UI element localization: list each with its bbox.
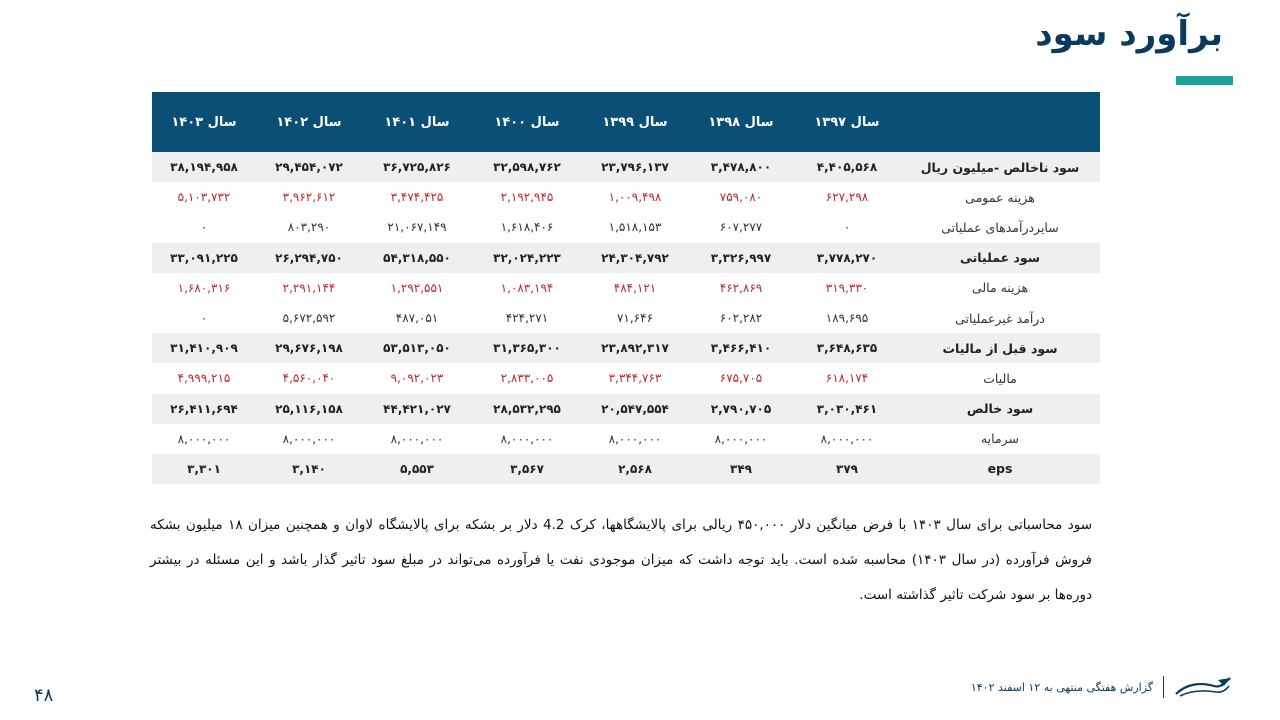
header-cell-1403: سال ۱۴۰۳ (152, 92, 256, 152)
table-row (152, 333, 1100, 363)
table-cell: ۷۵۹,۰۸۰ (719, 190, 763, 205)
row-label: سود عملیاتی (900, 243, 1100, 273)
table-row (152, 182, 1100, 212)
table-cell: ۰ (794, 212, 900, 242)
table-cell: ۲,۷۹۰,۷۰۵ (688, 394, 794, 424)
table-cell: ۸,۰۰۰,۰۰۰ (688, 424, 794, 454)
table-cell: ۴۴,۴۲۱,۰۲۷ (362, 394, 472, 424)
table-cell: ۶۱۸,۱۷۴ (825, 371, 869, 386)
table-cell: ۰ (152, 303, 256, 333)
table-cell: ۳,۳۰۱ (152, 454, 256, 484)
company-logo-icon (1174, 674, 1232, 700)
table-cell: ۳,۳۲۶,۹۹۷ (688, 243, 794, 273)
table-cell: ۳۲,۵۹۸,۷۶۲ (472, 152, 582, 182)
profit-estimate-table (152, 92, 1100, 484)
table-cell: ۱,۵۱۸,۱۵۳ (582, 212, 688, 242)
table-cell: ۸,۰۰۰,۰۰۰ (794, 424, 900, 454)
row-label: سود ناخالص -میلیون ریال (900, 152, 1100, 182)
table-cell: ۳,۳۴۴,۷۶۳ (608, 371, 662, 386)
table-cell: ۸,۰۰۰,۰۰۰ (256, 424, 362, 454)
row-label: eps (900, 454, 1100, 484)
table-cell: ۲۸,۵۳۲,۲۹۵ (472, 394, 582, 424)
table-cell: ۳,۴۷۸,۸۰۰ (688, 152, 794, 182)
table-row (152, 152, 1100, 182)
table-cell: ۳,۶۴۸,۶۳۵ (794, 333, 900, 363)
table-cell: ۳,۰۳۰,۴۶۱ (794, 394, 900, 424)
table-cell: ۳۱۹,۳۳۰ (825, 280, 869, 295)
table-cell: ۱۸۹,۶۹۵ (794, 303, 900, 333)
table-cell: ۲۶,۲۹۴,۷۵۰ (256, 243, 362, 273)
table-row (152, 363, 1100, 393)
table-cell: ۹,۰۹۲,۰۲۳ (390, 371, 444, 386)
table-cell: ۱,۶۱۸,۴۰۶ (472, 212, 582, 242)
row-label: سود قبل از مالیات (900, 333, 1100, 363)
table-cell: ۴,۴۰۵,۵۶۸ (794, 152, 900, 182)
table-cell: ۴۸۴,۱۲۱ (613, 280, 657, 295)
table-cell: ۳,۵۶۷ (472, 454, 582, 484)
table-cell: ۱,۶۸۰,۳۱۶ (177, 280, 231, 295)
page-number: ۴۸ (34, 685, 54, 706)
table-cell: ۳,۱۴۰ (256, 454, 362, 484)
row-label: درآمد غیرعملیاتی (900, 303, 1100, 333)
table-cell: ۲,۵۶۸ (582, 454, 688, 484)
table-cell: ۱,۰۸۳,۱۹۴ (500, 280, 554, 295)
table-cell: ۴۶۲,۸۶۹ (719, 280, 763, 295)
table-cell: ۸,۰۰۰,۰۰۰ (362, 424, 472, 454)
table-cell: ۳۴۹ (688, 454, 794, 484)
table-cell: ۳,۴۶۶,۴۱۰ (688, 333, 794, 363)
table-cell: ۸,۰۰۰,۰۰۰ (582, 424, 688, 454)
table-cell: ۲۱,۰۶۷,۱۴۹ (362, 212, 472, 242)
table-cell: ۲۳,۸۹۲,۳۱۷ (582, 333, 688, 363)
table-cell: ۱,۰۰۹,۴۹۸ (608, 190, 662, 205)
table-cell: ۲۴,۳۰۴,۷۹۲ (582, 243, 688, 273)
header-cell-1400: سال ۱۴۰۰ (472, 92, 582, 152)
table-cell: ۵۴,۳۱۸,۵۵۰ (362, 243, 472, 273)
table-cell: ۲,۸۳۳,۰۰۵ (500, 371, 554, 386)
table-cell: ۴,۵۶۰,۰۴۰ (282, 371, 336, 386)
table-cell: ۴۸۷,۰۵۱ (362, 303, 472, 333)
table-cell: ۴,۹۹۹,۲۱۵ (177, 371, 231, 386)
table-cell: ۷۱,۶۴۶ (582, 303, 688, 333)
row-label: سود خالص (900, 394, 1100, 424)
table-cell: ۲,۲۹۱,۱۴۴ (282, 280, 336, 295)
table-cell: ۲۹,۴۵۴,۰۷۲ (256, 152, 362, 182)
table-cell: ۸۰۳,۲۹۰ (256, 212, 362, 242)
table-cell: ۳,۹۶۲,۶۱۲ (282, 190, 336, 205)
table-cell: ۲۰,۵۴۷,۵۵۴ (582, 394, 688, 424)
note-paragraph: سود محاسباتی برای سال ۱۴۰۳ با فرض میانگین دلار ۴۵۰,۰۰۰ ریالی برای پالایشگاهها، کرک 4.2 دلار بر بشکه برای پالایشگاه لاوان و همچنین میزان ۱۸ میلیون بشکه فروش فرآورده (در سال ۱۴۰۳) محاسبه شده است. باید توجه داشت که میزان موجودی نفت یا فرآورده می‌تواند در مبلغ سود تاثیر گذار باشد و این مسئله در بیشتر دوره‌ها بر سود شرکت تاثیر گذاشته است. (150, 517, 1093, 603)
table-cell: ۵,۵۵۳ (362, 454, 472, 484)
header-cell-1401: سال ۱۴۰۱ (362, 92, 472, 152)
title-accent-bar (1176, 76, 1233, 85)
table-cell: ۳۳,۰۹۱,۲۲۵ (152, 243, 256, 273)
footer-separator (1163, 676, 1164, 698)
table-cell: ۰ (152, 212, 256, 242)
table-cell: ۳۶,۷۲۵,۸۲۶ (362, 152, 472, 182)
table-cell: ۵,۶۷۲,۵۹۲ (256, 303, 362, 333)
header-cell-1398: سال ۱۳۹۸ (688, 92, 794, 152)
table-cell: ۵,۱۰۳,۷۳۲ (177, 190, 231, 205)
page-title: برآورد سود (1035, 14, 1223, 54)
table-cell: ۵۳,۵۱۳,۰۵۰ (362, 333, 472, 363)
table-cell: ۲۶,۴۱۱,۶۹۴ (152, 394, 256, 424)
table-header-row (152, 92, 1100, 152)
table-cell: ۳۱,۴۱۰,۹۰۹ (152, 333, 256, 363)
table-cell: ۳,۷۷۸,۲۷۰ (794, 243, 900, 273)
table-cell: ۸,۰۰۰,۰۰۰ (472, 424, 582, 454)
table-cell: ۴۲۴,۲۷۱ (472, 303, 582, 333)
table-cell: ۸,۰۰۰,۰۰۰ (152, 424, 256, 454)
row-label: سایردرآمدهای عملیاتی (900, 212, 1100, 242)
table-cell: ۳۱,۳۶۵,۳۰۰ (472, 333, 582, 363)
table-cell: ۲۵,۱۱۶,۱۵۸ (256, 394, 362, 424)
table-cell: ۳۷۹ (794, 454, 900, 484)
table-cell: ۱,۲۹۲,۵۵۱ (390, 280, 444, 295)
row-label: مالیات (983, 370, 1017, 386)
table-cell: ۳۲,۰۲۴,۲۲۳ (472, 243, 582, 273)
table-cell: ۶۲۷,۲۹۸ (825, 190, 869, 205)
table-cell: ۶۰۷,۲۷۷ (688, 212, 794, 242)
header-cell-1399: سال ۱۳۹۹ (582, 92, 688, 152)
table-cell: ۲۳,۷۹۶,۱۳۷ (582, 152, 688, 182)
table-row (152, 212, 1100, 242)
table-cell: ۲۹,۶۷۶,۱۹۸ (256, 333, 362, 363)
table-row (152, 303, 1100, 333)
row-label: هزینه عمومی (965, 189, 1035, 205)
table-row (152, 454, 1100, 484)
row-label: هزینه مالی (971, 280, 1029, 296)
header-cell-1402: سال ۱۴۰۲ (256, 92, 362, 152)
row-label: سرمایه (900, 424, 1100, 454)
header-cell-1397: سال ۱۳۹۷ (794, 92, 900, 152)
table-cell: ۲,۱۹۲,۹۴۵ (500, 190, 554, 205)
table-cell: ۶۰۲,۲۸۲ (688, 303, 794, 333)
table-cell: ۶۷۵,۷۰۵ (719, 371, 763, 386)
header-cell-label (900, 92, 1100, 152)
table-row (152, 424, 1100, 454)
table-cell: ۳,۴۷۴,۴۲۵ (390, 190, 444, 205)
table-row (152, 273, 1100, 303)
table-row (152, 243, 1100, 273)
table-row (152, 394, 1100, 424)
footer (971, 674, 1232, 700)
footer-report-title: گزارش هفتگی منتهی به ۱۲ اسفند ۱۴۰۲ (970, 680, 1153, 694)
table-cell: ۳۸,۱۹۴,۹۵۸ (152, 152, 256, 182)
